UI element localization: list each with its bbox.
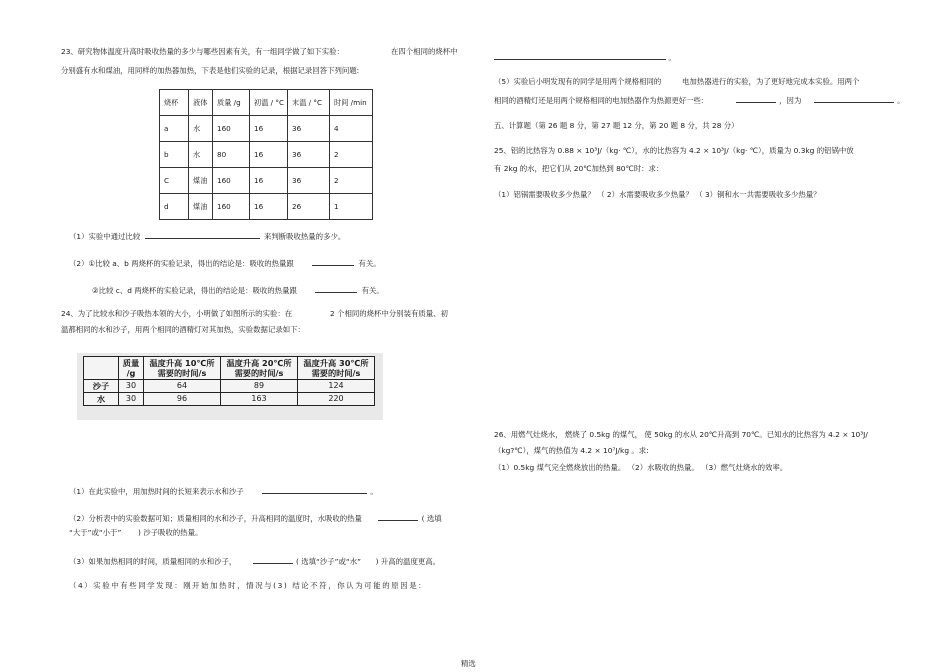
q24-line1a: 24、为了比较水和沙子吸热本领的大小，小明做了如图所示的实验：在 — [61, 309, 293, 318]
q24-part5-line1 — [494, 77, 859, 87]
table-header-cell — [298, 357, 375, 380]
table-cell: d — [160, 194, 189, 220]
q24-part2 — [69, 512, 442, 524]
q23-part3 — [92, 284, 384, 296]
q23-line1: 23、研究物体温度升高时吸收热量的多少与哪些因素有关，有一组同学做了如下实验： — [61, 47, 344, 56]
table-cell: 水 — [84, 393, 119, 406]
q24-table — [83, 356, 375, 406]
table-header-cell: 液体 — [189, 90, 213, 116]
table-header-cell: 质量 /g — [213, 90, 250, 116]
q24-part5-because: ，因为 — [779, 96, 802, 105]
table-header-cell — [221, 357, 298, 380]
table-cell: 36 — [288, 168, 330, 194]
q24-part2-choice: ( 选填 — [421, 514, 442, 523]
answer-blank[interactable] — [312, 257, 354, 266]
q24-part5-end: 。 — [897, 96, 905, 105]
q24-part3 — [69, 555, 440, 567]
q24-part2-end: ) 沙子吸收的热量。 — [138, 528, 203, 537]
table-cell: 煤油 — [189, 168, 213, 194]
q23-part3-text: ②比较 c、d 两烧杯的实验记录，得出的结论是：吸收的热量跟 — [92, 286, 297, 295]
table-row — [84, 380, 375, 393]
q24-part4-answer — [494, 51, 676, 63]
q24-part2-text: （2）分析表中的实验数据可知；质量相同的水和沙子，升高相同的温度时，水吸收的热量 — [69, 514, 362, 523]
answer-blank[interactable] — [378, 512, 418, 521]
q24-part5-text2: 电加热器进行的实验，为了更好地完成本实验。用两个 — [682, 77, 860, 86]
q23-part1-end: 来判断吸收热量的多少。 — [263, 232, 346, 241]
table-cell: 沙子 — [84, 380, 119, 393]
header-20c-unit: 需要的时间/s — [234, 368, 284, 378]
q24-part5-line2 — [494, 94, 904, 106]
q26-line1: 26、用燃气灶烧水， 燃烧了 0.5kg 的煤气， 使 50kg 的水从 20℃升高到 70℃。已知水的比热容为 4.2 × 10³J/ — [494, 430, 868, 439]
table-cell: 80 — [213, 142, 250, 168]
q23-part1 — [69, 230, 345, 242]
q25-line2: 有 2kg 的水，把它们从 20℃加热到 80℃时：求： — [494, 164, 664, 173]
table-header-cell: 末温 / °C — [288, 90, 330, 116]
q24-part5-text3: 相同的酒精灯还是用两个规格相同的电加热器作为热源更好一些: — [494, 96, 704, 105]
table-header-cell — [144, 357, 221, 380]
table-header-row — [84, 357, 375, 380]
table-header-cell: 烧杯 — [160, 90, 189, 116]
header-10c-unit: 需要的时间/s — [157, 368, 207, 378]
answer-blank[interactable] — [814, 94, 894, 103]
table-cell: a — [160, 116, 189, 142]
table-header-row — [160, 90, 373, 116]
answer-blank[interactable] — [494, 51, 666, 60]
table-header-cell: 时间 /min — [330, 90, 373, 116]
table-row — [84, 393, 375, 406]
table-cell: 36 — [288, 116, 330, 142]
q24-part3-text: （3）如果加热相同的时间，质量相同的水和沙子， — [69, 557, 237, 566]
footer-label: 精选 — [461, 659, 476, 668]
table-cell: 220 — [298, 393, 375, 406]
q26-line3: （1）0.5kg 煤气完全燃烧放出的热量。 （2）水吸收的热量。 （3）燃气灶烧水的效率。 — [494, 463, 788, 472]
header-mass: 质量 — [122, 358, 140, 368]
table-header-cell — [84, 357, 119, 380]
answer-blank[interactable] — [262, 485, 367, 494]
q25-line1: 25、铝的比热容为 0.88 × 10³J/（kg· ℃），水的比热容为 4.2 × 10³J/（kg· ℃），质量为 0.3kg 的铝锅中放 — [494, 146, 854, 155]
q23-part2 — [69, 257, 381, 269]
table-cell: 1 — [330, 194, 373, 220]
table-cell: 煤油 — [189, 194, 213, 220]
table-cell: 26 — [288, 194, 330, 220]
q24-part4-end: 。 — [668, 53, 676, 62]
table-row — [160, 194, 373, 220]
q24-line2: 温都相同的水和沙子，用两个相同的酒精灯对其加热，实验数据记录如下： — [61, 325, 305, 334]
answer-blank[interactable] — [736, 94, 776, 103]
table-cell: 124 — [298, 380, 375, 393]
header-20c: 温度升高 20℃所 — [226, 358, 292, 368]
answer-blank[interactable] — [315, 284, 357, 293]
q25-line3: （1）铝锅需要吸收多少热量？ （ 2）水需要吸收多少热量？ （ 3）铜和水一共需要吸收多少热量？ — [494, 190, 821, 199]
table-cell: 16 — [250, 142, 288, 168]
header-mass-unit: /g — [126, 368, 136, 378]
q24-part2-cont — [69, 528, 202, 538]
table-cell: 2 — [330, 168, 373, 194]
q23-line1b: 在四个相同的烧杯中 — [391, 47, 458, 56]
table-cell: 水 — [189, 116, 213, 142]
q24-line1b: 2 个相同的烧杯中分别装有质量、初 — [330, 309, 448, 318]
q24-part1-text: （1）在此实验中，用加热时间的长短来表示水和沙子 — [69, 487, 244, 496]
table-cell: 96 — [144, 393, 221, 406]
table-header-cell — [119, 357, 144, 380]
table-cell: 2 — [330, 142, 373, 168]
table-cell: 30 — [119, 380, 144, 393]
q24-part3-choice: ( 选填“沙子”或“水” — [296, 557, 361, 566]
table-cell: 30 — [119, 393, 144, 406]
section-title-calculation: 五、计算题（第 26 题 8 分，第 27 题 12 分，第 20 题 8 分，共 28 分） — [494, 121, 739, 130]
table-cell: 36 — [288, 142, 330, 168]
q23-part1-text: （1）实验中通过比较 — [69, 232, 141, 241]
q23-table — [159, 89, 373, 220]
table-cell: 160 — [213, 116, 250, 142]
q24-part2-options: “大于”或“小于” — [69, 528, 122, 537]
header-30c-unit: 需要的时间/s — [311, 368, 361, 378]
table-row — [160, 168, 373, 194]
q24-part3-end: ) 升高的温度更高。 — [375, 557, 441, 566]
table-row — [160, 142, 373, 168]
table-cell: 64 — [144, 380, 221, 393]
table-cell: 163 — [221, 393, 298, 406]
q24-part1 — [69, 485, 378, 497]
table-cell: 160 — [213, 194, 250, 220]
q24-table-image — [77, 353, 383, 420]
table-cell: 水 — [189, 142, 213, 168]
q23-part2-end: 有关。 — [358, 259, 381, 268]
header-30c: 温度升高 30℃所 — [303, 358, 369, 368]
q23-line2: 分别盛有水和煤油，用同样的加热器加热，下表是他们实验的记录，根据记录回答下列问题: — [61, 66, 360, 75]
q23-part3-end: 有关。 — [361, 286, 384, 295]
table-cell: 16 — [250, 194, 288, 220]
table-cell: 89 — [221, 380, 298, 393]
answer-blank[interactable] — [253, 555, 293, 564]
table-row — [160, 116, 373, 142]
table-cell: C — [160, 168, 189, 194]
table-cell: 4 — [330, 116, 373, 142]
table-cell: 16 — [250, 168, 288, 194]
q24-part1-end: 。 — [370, 487, 378, 496]
q24-part4: （4）实验中有些同学发现：刚开始加热时，情况与(3) 结论不符，你认为可能的原因是： — [69, 581, 428, 590]
table-cell: 160 — [213, 168, 250, 194]
table-header-cell: 初温 / °C — [250, 90, 288, 116]
answer-blank[interactable] — [145, 230, 260, 239]
q23-part2-text: （2）①比较 a、b 两烧杯的实验记录，得出的结论是：吸收的热量跟 — [69, 259, 294, 268]
header-10c: 温度升高 10℃所 — [149, 358, 215, 368]
table-cell: 16 — [250, 116, 288, 142]
table-cell: b — [160, 142, 189, 168]
q24-part5-text: （5）实验后小明发现有的同学是用两个规格相同的 — [494, 77, 662, 86]
q26-line2: （kg?℃），煤气的热值为 4.2 × 10⁷J/kg 。求: — [494, 446, 649, 455]
